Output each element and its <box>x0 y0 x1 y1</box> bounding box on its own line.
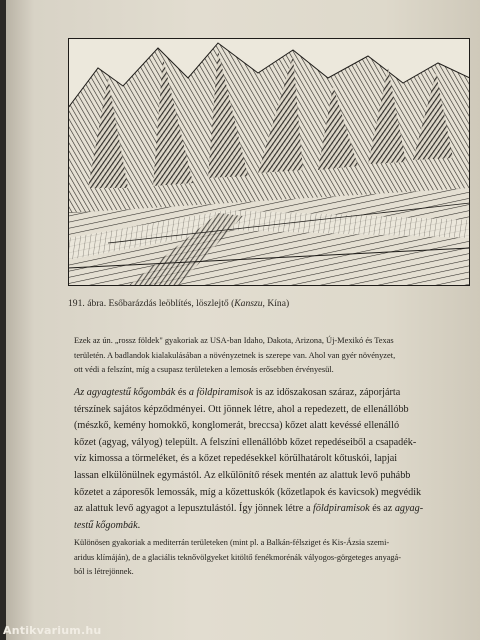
term-earth-pyramids-2: földpiramisok <box>313 503 370 515</box>
text-fragment: . <box>137 519 141 531</box>
text-line: ból is létrejönnek. <box>74 567 134 577</box>
book-page <box>6 0 480 640</box>
text-fragment: is az időszakosan száraz, záporjárta <box>253 387 401 398</box>
figure-place: Kanszu <box>234 298 263 309</box>
paragraph-earth-pyramids <box>74 385 474 534</box>
text-line: területén. A badlandok kialakulásában a növényzetnek is szerepe van. Ahol van gyér növényzet, <box>74 350 396 360</box>
text-line: víz kimossa a törmeléket, és a kőzet repedésekkel körülhatárolt kőtuskói, lapjai <box>74 453 398 465</box>
text-line: lassan elkülönülnek egymástól. Az elkülönítő rések mentén az alattuk levő puhább <box>74 469 411 481</box>
figure-title: Esőbarázdás leöblítés, löszlejtő <box>108 298 229 309</box>
text-fragment: és <box>175 387 189 398</box>
figure-number: 191. ábra. <box>68 298 107 309</box>
figure-country: Kína <box>267 298 286 309</box>
watermark-text: Antikvarium.hu <box>3 624 102 637</box>
term-clay-mushroom-rocks: Az agyagtestű kőgombák <box>74 387 176 398</box>
term-earth-pyramids: a földpiramisok <box>188 387 254 398</box>
figure-caption: 191. ábra. Esőbarázdás leöblítés, löszlejtő (Kanszu, Kína) <box>68 298 290 309</box>
term-clay-mushroom-rocks-2b: testű kőgombák <box>74 519 138 531</box>
paragraph-mediterranean <box>74 536 474 580</box>
text-line: Különösen gyakoriak a mediterrán területeken (mint pl. a Balkán-félsziget és Kis-Ázsia szemi- <box>74 538 390 547</box>
engraving-image <box>68 38 470 286</box>
text-line: ott védi a felszínt, míg a csupasz területeken a lemosás erősebben érvényesül. <box>74 365 334 375</box>
text-line: kőzet (agyag, vályog) települt. A felszíni ellenállóbb kőzet repedéseiből a csapadék- <box>74 436 417 448</box>
paragraph-badlands <box>74 334 474 378</box>
text-line: (mészkő, kemény homokkő, konglomerát, breccsa) kőzet alatt kevéssé ellenálló <box>74 420 400 432</box>
text-line: térszínek sajátos képződményei. Ott jönnek létre, ahol a repedezett, de ellenállóbb <box>74 403 409 415</box>
text-line: kőzetet a záporesők lemossák, míg a kőzettuskók (kőzetlapok és kavicsok) megvédik <box>74 486 422 498</box>
term-clay-mushroom-rocks-2a: agyag- <box>394 503 424 515</box>
text-line <box>74 501 474 518</box>
text-fragment: az alattuk levő agyagot a lepusztulástól. Így jönnek létre a <box>74 503 314 515</box>
text-fragment: és az <box>369 503 395 515</box>
text-line: aridus klímáján), de a glaciális teknővölgyeket kitöltő fenékmorénák vályogos-görgeteges anyagá- <box>74 552 402 562</box>
figure-illustration <box>68 38 470 286</box>
text-line <box>74 385 474 402</box>
text-line: Ezek az ún. „rossz földek" gyakoriak az USA-ban Idaho, Dakota, Arizona, Új-Mexikó és Texas <box>74 336 394 345</box>
text-line <box>74 518 474 535</box>
